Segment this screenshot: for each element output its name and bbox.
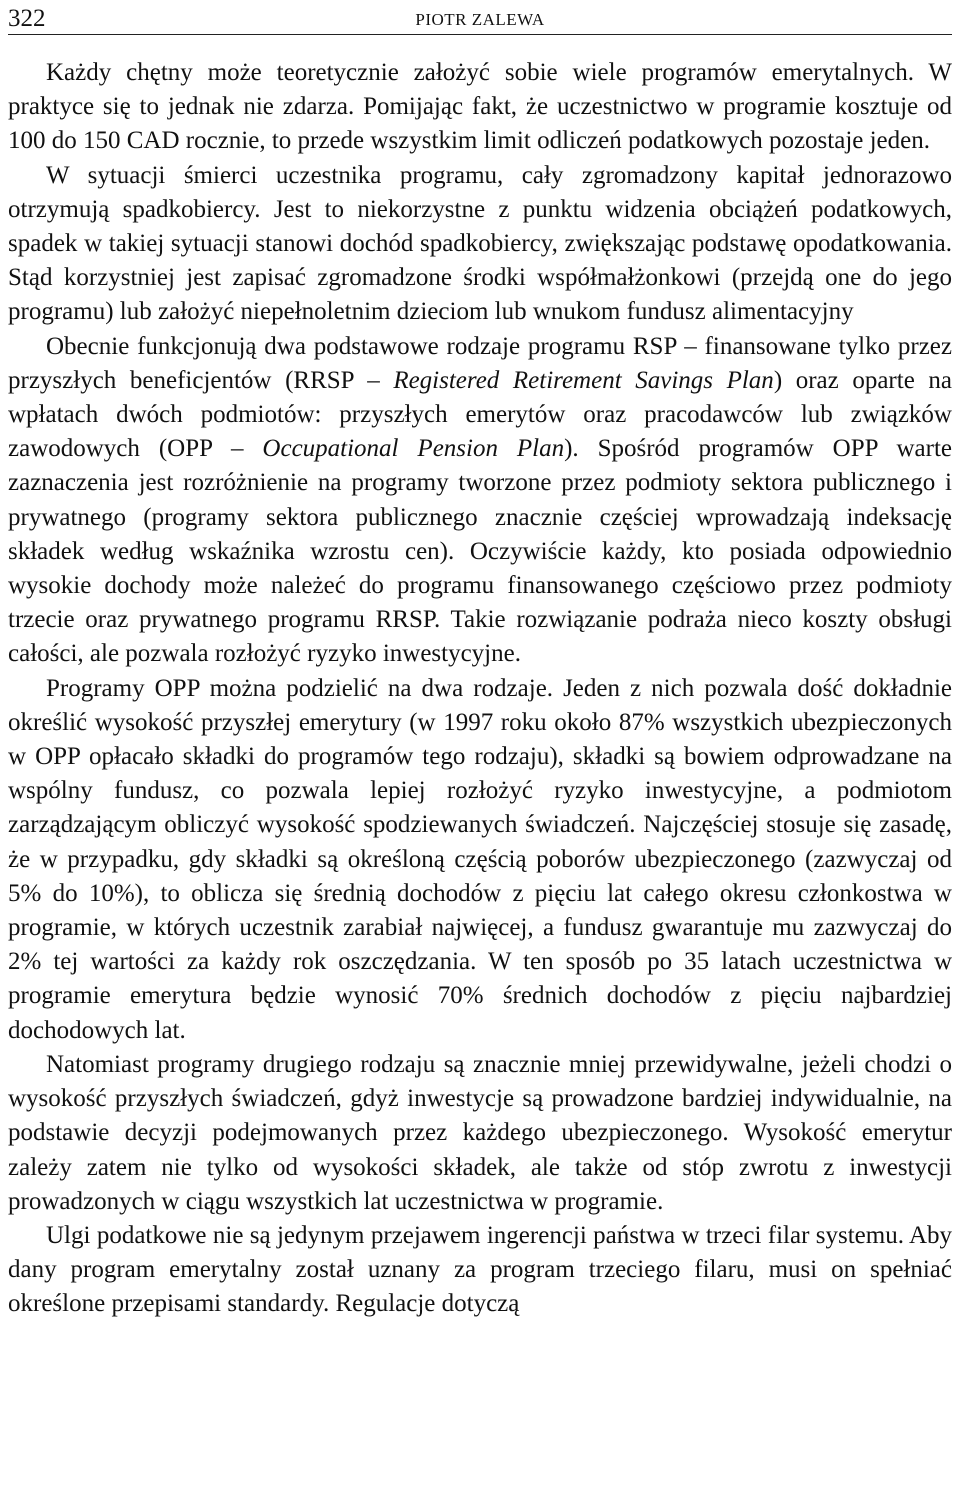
rrsp-full-name: Registered Retirement Savings Plan: [393, 366, 774, 394]
paragraph-2: W sytuacji śmierci uczestnika programu, cały zgromadzony kapitał jednorazowo otrzymują spadkobiercy. Jest to niekorzystne z punktu widzenia obciążeń podatkowych, spadek w takiej sytuacji stanowi dochód spadkobiercy, zwiększając podstawę opodatkowania. Stąd korzystniej jest zapisać zgromadzone środki współmałżonkowi (przejdą one do jego programu) lub założyć niepełnoletnim dzieciom lub wnukom fundusz alimentacyjny: [8, 161, 952, 326]
paragraph-3-text-e: ). Spośród programów OPP warte zaznaczenia jest rozróżnienie na programy tworzone przez podmioty sektora publicznego i prywatnego (programy sektora publicznego znacznie częściej wprowadzają indeksację składek według wskaźnika wzrostu cen). Oczywiście każdy, kto posiada odpowiednio wysokie dochody może należeć do programu finansowanego częściowo przez podmioty trzecie oraz prywatnego programu RRSP. Takie rozwiązanie podraża nieco koszty obsługi całości, ale pozwala rozłożyć ryzyko inwestycyjne.: [8, 435, 953, 668]
paragraph-3-text-c: ) oraz oparte na wpłatach dwóch podmiotów: przyszłych emerytów oraz pracodawców lub związków zawodowych (OPP –: [8, 366, 952, 463]
document-page: [8, 0, 952, 1507]
paragraph-3-text-a: Obecnie funkcjonują dwa podstawowe rodzaje programu RSP – finansowane tylko przez przyszłych beneficjentów (RRSP –: [8, 332, 952, 394]
page-number: 322: [8, 5, 46, 32]
running-title: PIOTR ZALEWA: [415, 10, 545, 29]
paragraph-6: Ulgi podatkowe nie są jedynym przejawem ingerencji państwa w trzeci filar systemu. Aby dany program emerytalny został uznany za program trzeciego filaru, musi on spełniać określone przepisami standardy. Regulacje dotyczą: [8, 1221, 952, 1318]
paragraph-4: Programy OPP można podzielić na dwa rodzaje. Jeden z nich pozwala dość dokładnie określić wysokość przyszłej emerytury (w 1997 roku około 87% wszystkich ubezpieczonych w OPP opłacało składki do programów tego rodzaju), składki są bowiem odprowadzane na wspólny fundusz, co pozwala lepiej rozłożyć ryzyko inwestycyjne, a podmiotom zarządzającym obliczyć wysokość spodziewanych świadczeń. Najczęściej stosuje się zasadę, że w przypadku, gdy składki są określoną częścią poborów ubezpieczonego (zazwyczaj od 5% do 10%), to oblicza się średnią dochodów z pięciu lat całego okresu członkostwa w programie, w których uczestnik zarabiał najwięcej, a fundusz gwarantuje mu zazwyczaj do 2% tej wartości za każdy rok oszczędzania. W ten sposób po 35 latach uczestnictwa w programie emerytura będzie wynosić 70% średnich dochodów z pięciu najbardziej dochodowych lat.: [8, 674, 952, 1044]
paragraph-5: Natomiast programy drugiego rodzaju są znacznie mniej przewidywalne, jeżeli chodzi o wysokość przyszłych świadczeń, gdyż inwestycje są prowadzone bardziej indywidualnie, na podstawie decyzji podejmowanych przez każdego ubezpieczonego. Wysokość emerytur zależy zatem nie tylko od wysokości składek, ale także od stóp zwrotu z inwestycji prowadzonych w ciągu wszystkich lat uczestnictwa w programie.: [8, 1050, 952, 1215]
running-head: [8, 4, 952, 34]
header-rule: [8, 34, 952, 35]
paragraph-3: [8, 330, 952, 672]
opp-full-name: Occupational Pension Plan: [262, 435, 565, 463]
body-text: [8, 56, 952, 1322]
paragraph-1: Każdy chętny może teoretycznie założyć sobie wiele programów emerytalnych. W praktyce się to jednak nie zdarza. Pomijając fakt, że uczestnictwo w programie kosztuje od 100 do 150 CAD rocznie, to przede wszystkim limit odliczeń podatkowych pozostaje jeden.: [8, 59, 952, 155]
